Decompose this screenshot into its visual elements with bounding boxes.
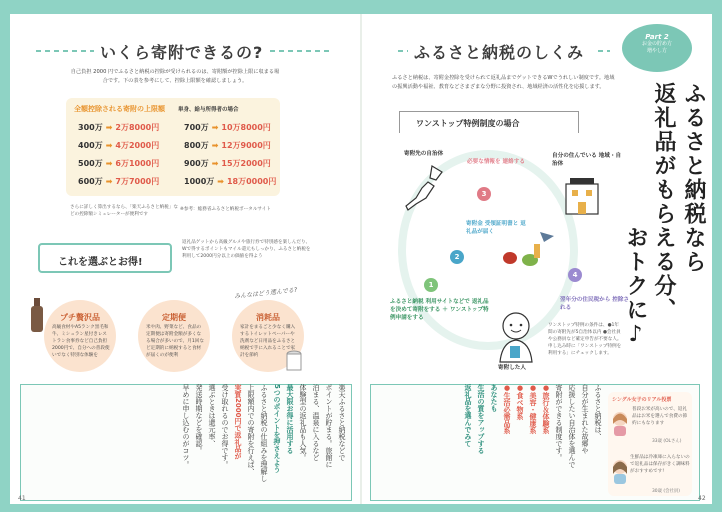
arrow-right-icon: ➡: [217, 177, 224, 186]
text-column: ●生活必需品系: [503, 384, 511, 434]
japan-map-icon: [402, 164, 446, 216]
reviews-panel: [608, 392, 692, 496]
text-column: 寄附ができる制度です。: [555, 384, 563, 461]
text-column: 早めに申し込むのがコツ。: [182, 384, 190, 468]
text-column: 受け取れるのでお得です。: [221, 384, 229, 468]
circle-title: 消耗品: [256, 313, 280, 322]
text-column: 楽天ふるさと納税などで: [338, 384, 346, 461]
step-3-badge: 3: [477, 187, 491, 201]
text-column: 5つのポイントを押さえよう: [273, 384, 281, 473]
text-column: 実質2000円で返礼品が: [234, 384, 242, 460]
step-3-label: 必要な情報を 連絡する: [467, 159, 525, 165]
limit-amount: 2万8000円: [115, 123, 160, 132]
arrow-right-icon: ➡: [105, 177, 113, 186]
part-badge: [622, 24, 692, 72]
review-2-text: 生鮮品は冷凍庫に入らないので返礼品は保存がきく調味料がおすすめです!: [630, 455, 690, 474]
step-4-label: 翌年分の住民税から 控除される: [560, 297, 630, 311]
limit-amount: 12万9000円: [221, 141, 271, 150]
title-dash-left: [398, 50, 408, 52]
left-page-title: いくら寄附できるの?: [100, 43, 264, 62]
onestop-label: ワンストップ特例制度の場合: [410, 118, 526, 129]
limit-row: [184, 176, 276, 187]
text-column: ふるさと納税は、: [594, 384, 602, 440]
limit-amount: 18万0000円: [226, 177, 277, 186]
arrow-right-icon: ➡: [105, 141, 113, 150]
limit-row: [184, 140, 271, 151]
page-number-left: 41: [18, 495, 26, 502]
woman-illustration-icon: [610, 458, 630, 484]
page-spine: [360, 14, 362, 504]
bottom-border: [0, 504, 722, 512]
circle-text: 高級食材やA5ランク黒毛和牛、ミシュラン星付きレストラン食事券など自己負担2000円で、自分への普段使いでなく特別な体験を: [52, 325, 110, 358]
limit-income: 400万: [78, 141, 103, 150]
text-column: ●旅行＆体験系: [542, 384, 550, 434]
part-line-2: 増やし方: [646, 48, 667, 54]
limit-row: [78, 176, 159, 187]
limit-row: [78, 140, 159, 151]
step-2-label: 寄附金 受領証明書と 返礼品が届く: [466, 221, 526, 235]
step-2-badge: 2: [450, 250, 464, 264]
text-column: 最大限お得に活用する: [286, 384, 294, 454]
text-column: 選ぶときは還元率、: [208, 384, 216, 447]
text-column: 生活の質をアップする: [477, 384, 485, 454]
bottle-icon: [28, 296, 48, 336]
choose-text: 返礼品ゲットから高級グルメや旅行券で特別感を楽しんだり、Wで得するポイントもマイル還元もしっかり、ふるさと納税を利用して2000円分以上の価値を得よう: [182, 240, 311, 259]
vertical-title-1: ふるさと納税なら: [681, 82, 706, 274]
limit-table-note: ※参考：総務省ふるさと納税ポータルサイト: [180, 207, 271, 212]
node-municipality: 寄附先の自治体: [404, 151, 444, 157]
top-border: [0, 0, 722, 14]
title-dash-right: [598, 50, 610, 52]
limit-row: [78, 122, 159, 133]
circle-text: 米や肉、野菜など、食品の定期便は寄附金額が多くなる場合が多いので、月1回など定期的に納税すると食材が届くのが便利: [146, 325, 204, 358]
right-intro: ふるさと納税は、寄附金控除を受けられて返礼品までゲットできるWでうれしい制度です。地域の振興活動や福祉、教育などさまざまな分野に投資され、地域経済の活性化を応援します。: [392, 75, 615, 90]
limit-amount: 7万7000円: [115, 177, 160, 186]
onestop-note: ワンストップ特例の条件は、●1年間の寄附先が5自治体以内 ●会社員や公務員など確定申告が不要な人。申し込み時に「ワンストップ特例を利用する」にチェックします。: [548, 323, 622, 356]
food-gifts-icon: [500, 226, 560, 270]
right-border: [712, 0, 722, 512]
limit-table-subheading: 単身、給与所得者の場合: [178, 107, 239, 113]
text-column: ●美容・健康系: [529, 384, 537, 434]
limit-amount: 15万2000円: [221, 159, 271, 168]
limit-income: 700万: [184, 123, 209, 132]
text-column: ふるさと納税の仕組みを理解し: [260, 384, 268, 482]
woman-illustration-icon: [610, 410, 630, 436]
text-column: 応援したい自治体を選んで: [568, 384, 576, 468]
left-border: [0, 0, 10, 512]
page-number-right: 42: [698, 495, 706, 502]
limit-row: [184, 158, 271, 169]
text-column: あなたも: [490, 384, 498, 412]
arrow-right-icon: ➡: [211, 123, 219, 132]
text-column: 返礼品を選んでみて: [464, 384, 472, 447]
limit-row: [78, 158, 159, 169]
left-intro: 自己負担 2000 円でふるさと納税の控除が受けられるのは、寄附額が控除上限に収まる場合です。下の表を参考にして、控除上限額を確認しましょう。: [70, 69, 280, 84]
review-2-by: 30歳 (会社員): [652, 489, 680, 494]
arrow-right-icon: ➡: [211, 141, 219, 150]
speech-bubble-text: みんなはどう選んでる?: [233, 286, 298, 301]
review-1-by: 33歳 (OLさん): [652, 439, 682, 444]
limit-income: 900万: [184, 159, 209, 168]
part-line-1: お金の貯め方: [641, 41, 672, 47]
title-dash-left: [36, 50, 94, 52]
step-1-badge: 1: [424, 278, 438, 292]
limit-amount: 4万2000円: [115, 141, 160, 150]
circle-title: 定期便: [162, 313, 186, 322]
circle-subscription: [138, 300, 210, 372]
limit-row: [184, 122, 271, 133]
person-icon: [494, 310, 538, 364]
building-icon: [562, 176, 602, 216]
circle-petit-luxury: [44, 300, 116, 372]
text-column: 発送時期などを確認。: [195, 384, 203, 454]
limit-table-heading: 全額控除される寄附の上限額: [74, 105, 165, 113]
limit-income: 1000万: [184, 177, 215, 186]
limit-income: 300万: [78, 123, 103, 132]
vertical-title-3: おトクに♪: [623, 226, 648, 349]
review-1-text: 普段お米が高いので、返礼品はお米を選んで食費の節約にもなります: [632, 407, 688, 426]
limit-amount: 6万1000円: [115, 159, 160, 168]
text-column: 泊まる、温泉に入るなど: [312, 384, 320, 461]
limit-income: 600万: [78, 177, 103, 186]
text-column: 上限額内での寄附を行えば、: [247, 384, 255, 475]
choose-title: これを選ぶとお得!: [58, 257, 143, 268]
limit-amount: 10万8000円: [221, 123, 271, 132]
arrow-right-icon: ➡: [105, 159, 113, 168]
part-number: Part 2: [645, 33, 669, 41]
circle-title: プチ贅沢品: [60, 313, 100, 322]
vertical-title-2: 返礼品がもらえる分、: [651, 82, 676, 322]
text-column: 自分が生まれた故郷や: [581, 384, 589, 454]
right-page-title: ふるさと納税のしくみ: [414, 43, 585, 62]
toilet-paper-icon: [284, 350, 304, 374]
arrow-right-icon: ➡: [211, 159, 219, 168]
simulator-note: さらに詳しく算出するなら、「楽天ふるさと納税」などの控除額シミュレーターが便利です: [70, 205, 178, 217]
limit-income: 800万: [184, 141, 209, 150]
text-column: 体験型の返礼品も人気。: [299, 384, 307, 461]
arrow-right-icon: ➡: [105, 123, 113, 132]
node-home: 自分の住んでいる 地域・自治体: [552, 153, 622, 167]
step-4-badge: 4: [568, 268, 582, 282]
step-1-label: ふるさと納税 利用サイトなどで 返礼品を決めて寄附をする ＋ ワンストップ特例申請をする: [390, 299, 489, 321]
reviews-title: シングル女子のリアル投票: [612, 397, 672, 403]
circle-text: 家計をまるごと少なく購入するトイレットペーパーや洗剤など日用品をふるさと納税で手に入れることで家計を節約: [240, 325, 296, 358]
text-column: ポイントが貯まる。旅館に: [325, 384, 333, 468]
node-person: 寄附した人: [498, 365, 526, 371]
limit-income: 500万: [78, 159, 103, 168]
title-dash-right: [270, 50, 330, 52]
text-column: ●食べ物系: [516, 384, 524, 420]
